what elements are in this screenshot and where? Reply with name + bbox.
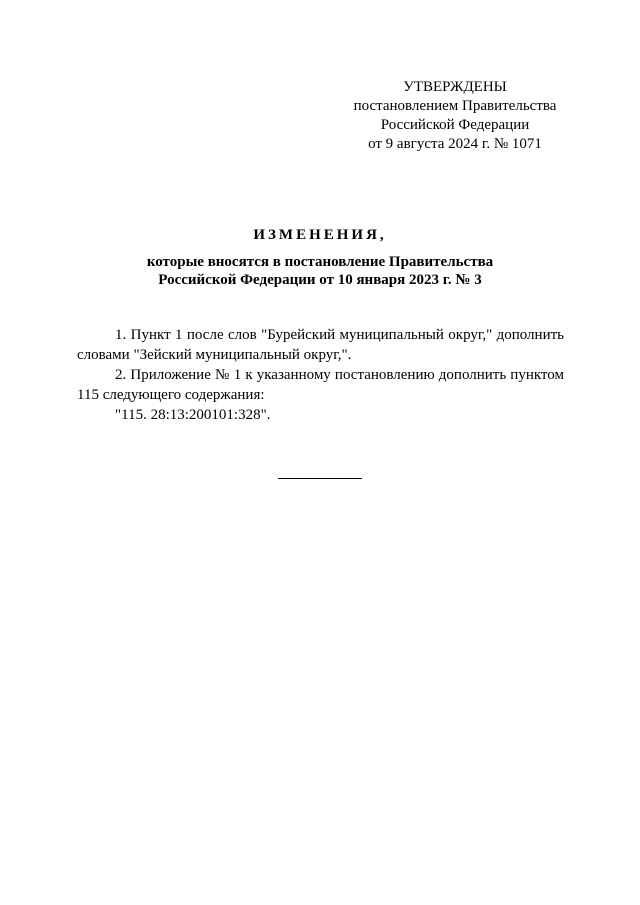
approval-line-3: от 9 августа 2024 г. № 1071 [368,136,542,152]
document-subtitle [0,253,640,289]
end-rule [278,478,362,479]
subtitle-line-1: которые вносятся в постановление Правительства [146,254,494,270]
document-title: ИЗМЕНЕНИЯ, [253,227,387,243]
approval-line-1: постановлением Правительства [353,98,557,114]
item-1: 1. Пункт 1 после слов "Бурейский муниципальный округ," дополнить словами "Зейский муниципальный округ,". [77,327,564,363]
approval-line-2: Российской Федерации [380,117,530,133]
approval-block [340,78,570,154]
subtitle-line-2: Российской Федерации от 10 января 2023 г. № 3 [158,272,482,288]
quoted-text: "115. 28:13:200101:328". [115,407,271,423]
document-body [77,325,564,425]
item-2: 2. Приложение № 1 к указанному постановлению дополнить пунктом 115 следующего содержания: [77,367,564,403]
approval-heading: УТВЕРЖДЕНЫ [403,79,507,95]
